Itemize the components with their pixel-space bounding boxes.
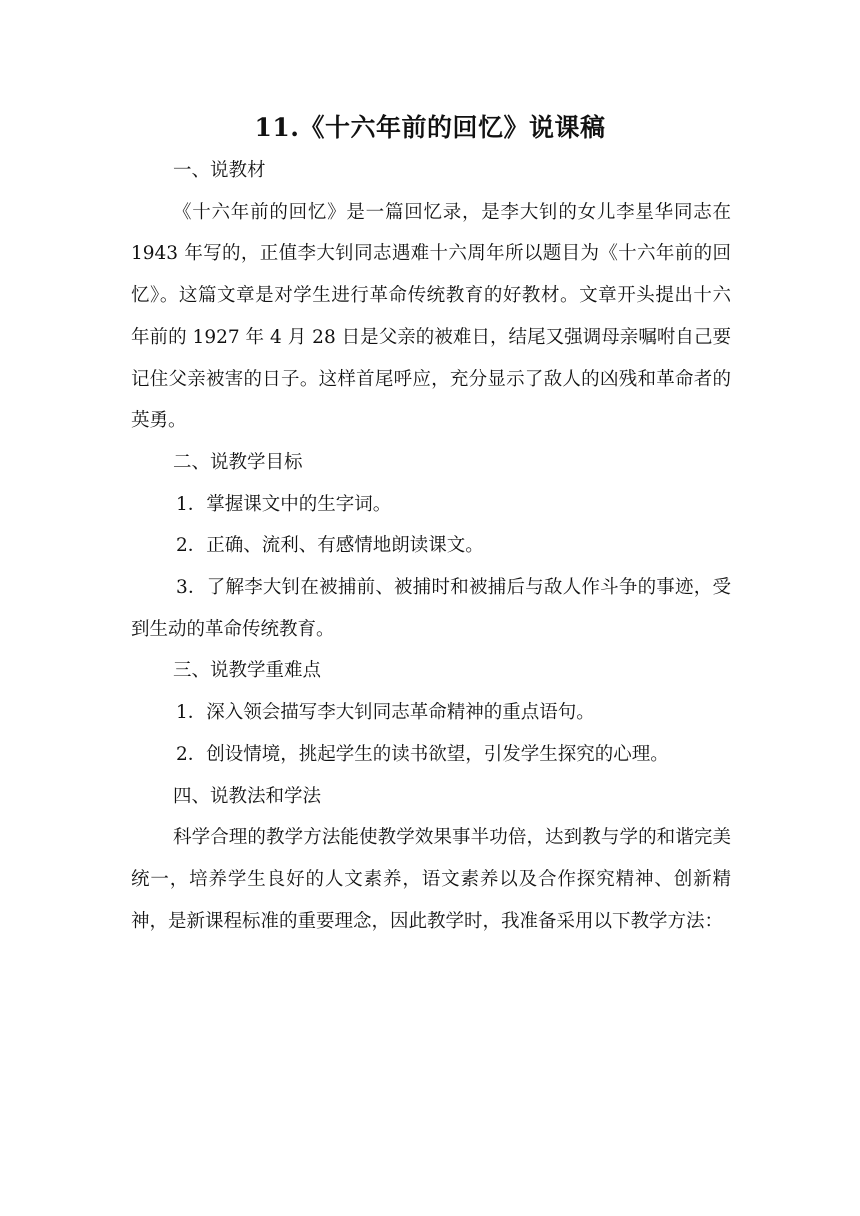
section-heading-textbook: 一、说教材 bbox=[173, 160, 266, 181]
paragraph-methods: 科学合理的教学方法能使教学效果事半功倍，达到教与学的和谐完美统一，培养学生良好的人文素养，语文素养以及合作探究精神、创新精神，是新课程标准的重要理念，因此教学时，我准备采用以下教学方法： bbox=[131, 827, 731, 932]
objective-item-3: 3．了解李大钊在被捕前、被捕时和被捕后与敌人作斗争的事迹，受到生动的革命传统教育。 bbox=[131, 577, 731, 640]
document-title: 11.《十六年前的回忆》说课稿 bbox=[254, 113, 606, 142]
section-heading-objectives: 二、说教学目标 bbox=[173, 451, 303, 473]
objective-item-2: 2．正确、流利、有感情地朗读课文。 bbox=[176, 535, 484, 557]
document-body bbox=[131, 150, 731, 942]
key-point-item-2: 2．创设情境，挑起学生的读书欲望，引发学生探究的心理。 bbox=[176, 743, 669, 765]
paragraph-textbook: 《十六年前的回忆》是一篇回忆录，是李大钊的女儿李星华同志在 1943 年写的，正值李大钊同志遇难十六周年所以题目为《十六年前的回忆》。这篇文章是对学生进行革命传统教育的好教材。文章开头提出十六年前的 1927 年 4 月 28 日是父亲的被难日，结尾又强调母亲嘱咐自己要记住父亲被害的日子。这样首尾呼应，充分显示了敌人的凶残和革命者的英勇。 bbox=[131, 201, 731, 432]
section-heading-key-points: 三、说教学重难点 bbox=[173, 660, 322, 682]
key-point-item-1: 1．深入领会描写李大钊同志革命精神的重点语句。 bbox=[176, 702, 595, 724]
objective-item-1: 1．掌握课文中的生字词。 bbox=[176, 493, 392, 515]
section-heading-methods: 四、说教法和学法 bbox=[173, 785, 322, 807]
